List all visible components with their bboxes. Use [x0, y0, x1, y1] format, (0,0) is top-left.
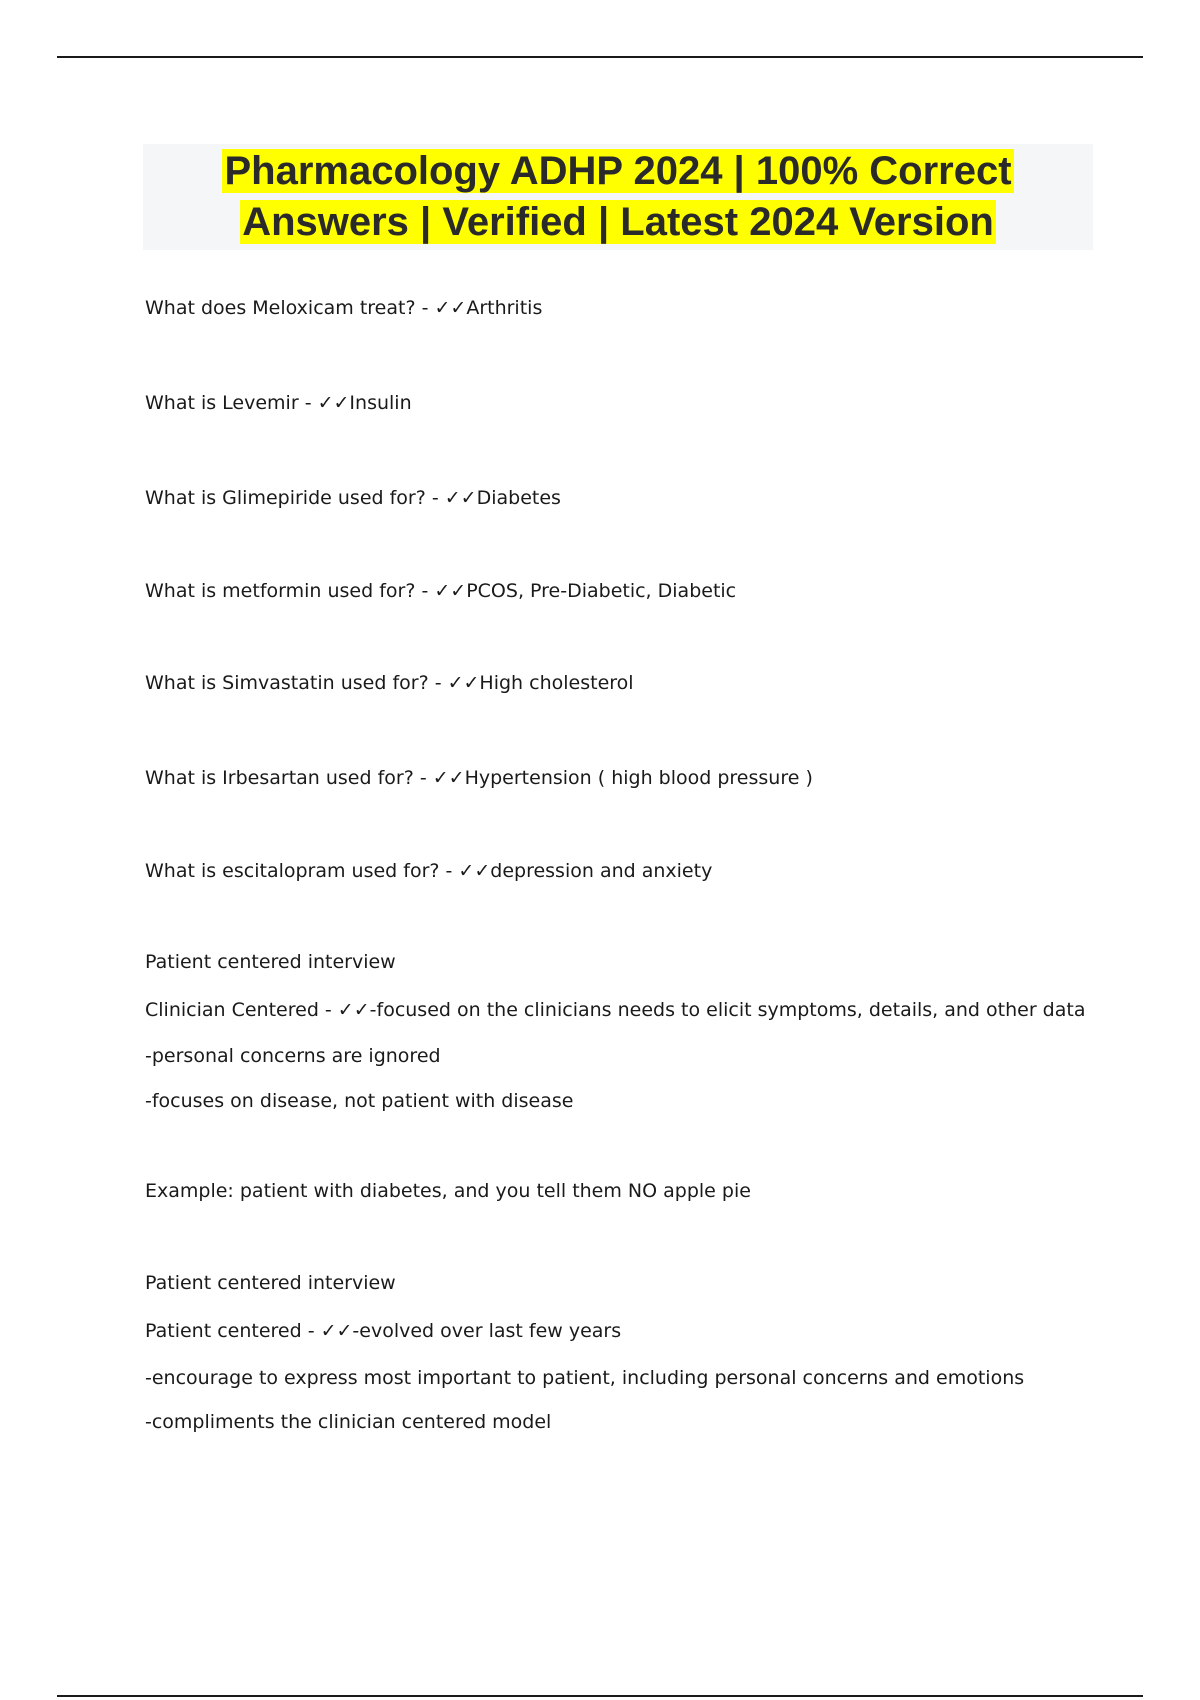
- answer-detail: -personal concerns are ignored: [145, 1045, 441, 1067]
- qa-levemir: What is Levemir - ✓✓Insulin: [145, 392, 412, 414]
- example-text: Example: patient with diabetes, and you tell them NO apple pie: [145, 1180, 751, 1202]
- qa-patient-centered: Patient centered - ✓✓-evolved over last few years: [145, 1320, 622, 1342]
- title-line-2: Answers | Verified | Latest 2024 Version: [242, 200, 994, 244]
- title-line-1: Pharmacology ADHP 2024 | 100% Correct: [224, 149, 1012, 193]
- qa-irbesartan: What is Irbesartan used for? - ✓✓Hypertension ( high blood pressure ): [145, 767, 813, 789]
- qa-escitalopram: What is escitalopram used for? - ✓✓depression and anxiety: [145, 860, 713, 882]
- answer-detail: -focuses on disease, not patient with disease: [145, 1090, 574, 1112]
- document-title: [143, 144, 1093, 248]
- answer-detail: -encourage to express most important to patient, including personal concerns and emotions: [145, 1367, 1025, 1389]
- qa-metformin: What is metformin used for? - ✓✓PCOS, Pre-Diabetic, Diabetic: [145, 580, 737, 602]
- footer-rule: [57, 1695, 1143, 1697]
- answer-detail: -compliments the clinician centered model: [145, 1411, 552, 1433]
- qa-clinician-centered: Clinician Centered - ✓✓-focused on the clinicians needs to elicit symptoms, details, and other data: [145, 999, 1086, 1021]
- section-heading: Patient centered interview: [145, 1272, 396, 1294]
- title-block: [143, 144, 1093, 250]
- header-rule: [57, 56, 1143, 58]
- qa-meloxicam: What does Meloxicam treat? - ✓✓Arthritis: [145, 297, 543, 319]
- qa-glimepiride: What is Glimepiride used for? - ✓✓Diabetes: [145, 487, 561, 509]
- section-heading: Patient centered interview: [145, 951, 396, 973]
- qa-simvastatin: What is Simvastatin used for? - ✓✓High cholesterol: [145, 672, 634, 694]
